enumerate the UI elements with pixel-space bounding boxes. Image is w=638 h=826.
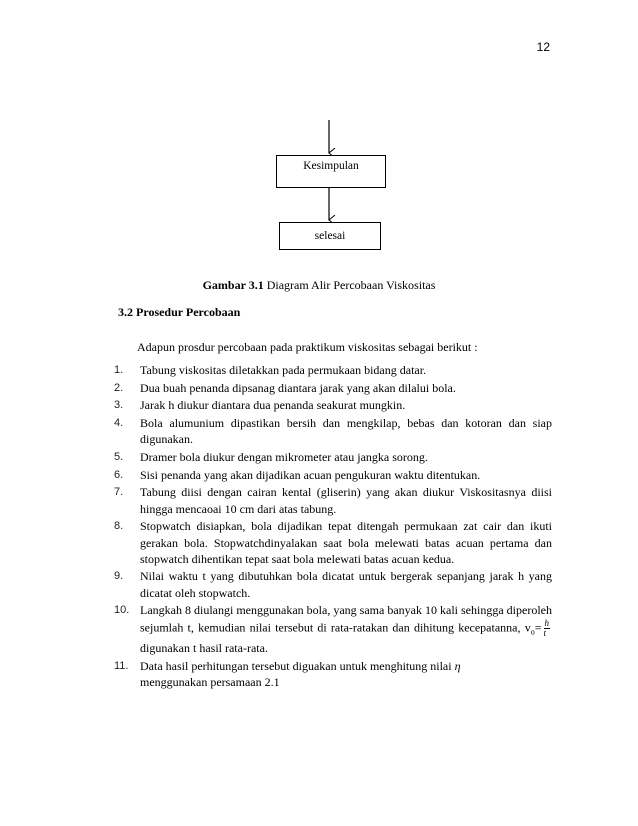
list-item: 9. Nilai waktu t yang dibutuhkan bola dicatat untuk bergerak sepanjang jarak h yang dicatat oleh stopwatch. — [114, 569, 552, 600]
figure-caption — [0, 278, 638, 293]
caption-text: Diagram Alir Percobaan Viskositas — [266, 278, 436, 292]
flowchart-box-kesimpulan — [276, 155, 386, 188]
page-number: 12 — [536, 40, 550, 54]
caption-label: Gambar 3.1 — [202, 278, 264, 292]
list-item: 10. Langkah 8 diulangi menggunakan bola, yang sama banyak 10 kali sehingga diperoleh sejumlah t, kemudian nilai tersebut di rata-ratakan dan dihitung kecepatanna, $v_o=$ $\frac{h}{t}$ digunakan t hasil rata-rata. — [114, 603, 552, 656]
kesimpulan-label: Kesimpulan — [303, 160, 359, 172]
list-item: 1. Tabung viskositas diletakkan pada permukaan bidang datar. — [114, 363, 427, 377]
intro-paragraph: Adapun prosdur percobaan pada praktikum viskositas sebagai berikut : — [137, 340, 478, 354]
list-item: 7. Tabung diisi dengan cairan kental (gliserin) yang akan diukur Viskositasnya diisi hingga mencaoai 10 cm dari atas tabung. — [114, 485, 552, 516]
flowchart-box-selesai: selesai — [279, 222, 381, 250]
list-item: 4. Bola alumunium dipastikan bersih dan mengkilap, bebas dan kotoran dan siap digunakan. — [114, 416, 552, 447]
procedure-list — [111, 362, 552, 692]
fraction-h-over-t: $\frac{h}{t}$ — [543, 617, 549, 638]
list-item: 2. Dua buah penanda dipsanag diantara jarak yang akan dilalui bola. — [114, 380, 456, 395]
eta-symbol: η — [454, 659, 461, 674]
list-item: 3. Jarak h diukur diantara dua penanda seakurat mungkin. — [114, 398, 406, 413]
list-item: 6. Sisi penanda yang akan dijadikan acuan pengukuran waktu ditentukan. — [114, 467, 481, 482]
list-item: 11. Data hasil perhitungan tersebut diguakan untuk menghitung nilai η menggunakan persamaan 2.1 — [114, 659, 461, 690]
list-item: 5. Dramer bola diukur dengan mikrometer atau jangka sorong. — [114, 450, 428, 465]
section-heading: 3.2 Prosedur Percobaan — [118, 305, 241, 319]
list-item: 8. Stopwatch disiapkan, bola dijadikan tepat ditengah permukaan zat cair dan ikuti gerakan bola. Stopwatchdinyalakan saat bola melewati batas acuan pertama dan stopwatch dihentikan tepat saat bola melewati batas acuan kedua. — [114, 519, 552, 566]
